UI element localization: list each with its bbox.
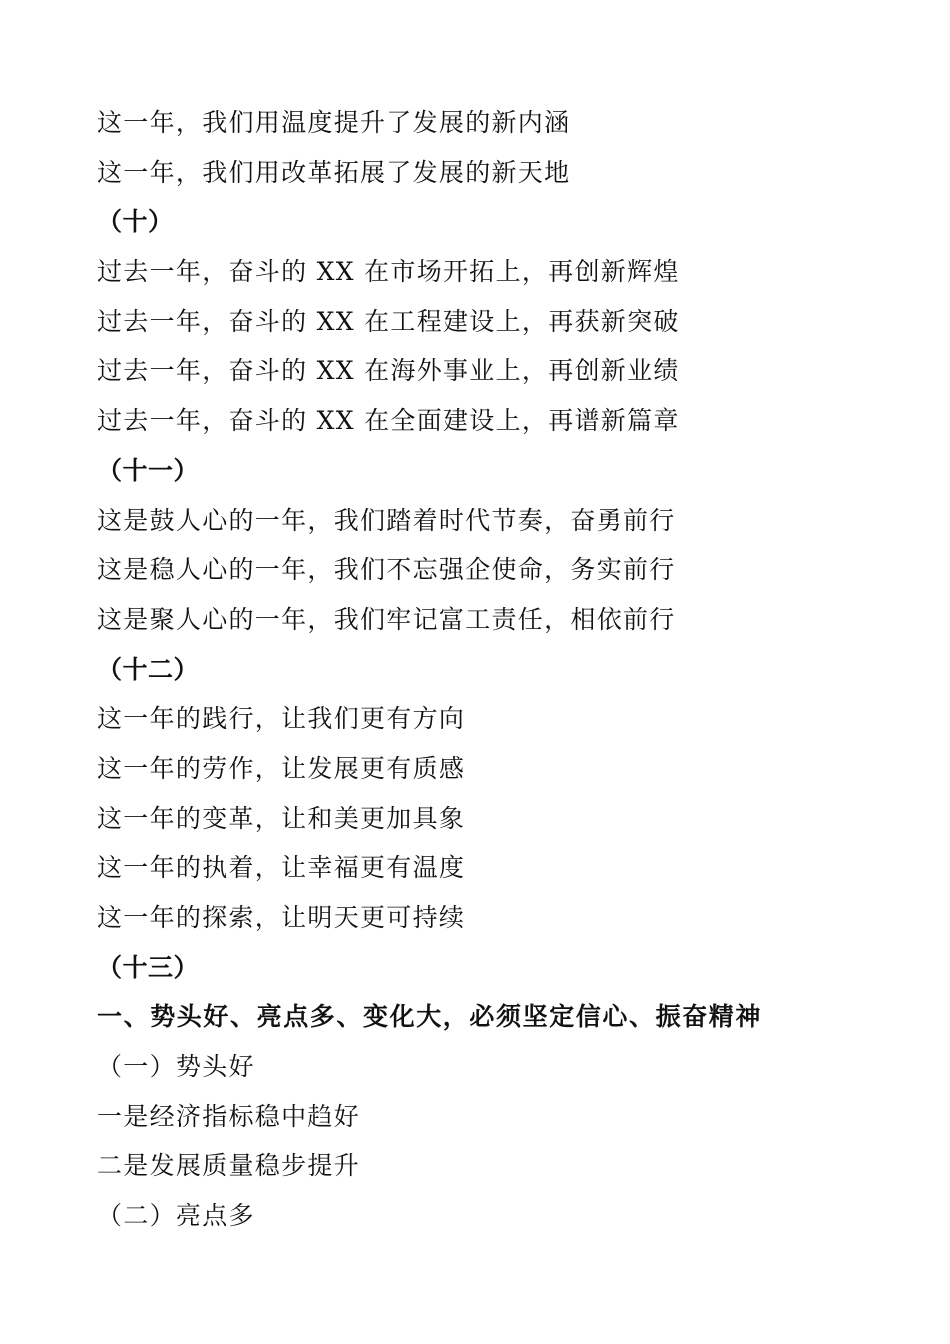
- text-line: 这一年的变革，让和美更加具象: [97, 803, 466, 833]
- text-line: 这是稳人心的一年，我们不忘强企使命，务实前行: [97, 555, 676, 585]
- text-line: 这一年，我们用温度提升了发展的新内涵: [97, 108, 571, 137]
- text-line: 二是发展质量稳步提升: [97, 1151, 361, 1181]
- text-line: 过去一年，奋斗的 XX 在工程建设上，再获新突破: [97, 306, 680, 336]
- section-heading: （十三）: [97, 952, 200, 982]
- text-line: 这一年，我们用改革拓展了发展的新天地: [97, 157, 571, 187]
- text-line: 过去一年，奋斗的 XX 在市场开拓上，再创新辉煌: [97, 257, 680, 287]
- text-line: 这一年的探索，让明天更可持续: [97, 903, 466, 932]
- subsection-heading: （二）亮点多: [97, 1201, 255, 1231]
- document-body: [97, 98, 877, 1241]
- text-line: 这一年的执着，让幸福更有温度: [97, 853, 466, 883]
- text-line: 过去一年，奋斗的 XX 在全面建设上，再谱新篇章: [97, 406, 680, 436]
- text-line: 这是鼓人心的一年，我们踏着时代节奏，奋勇前行: [97, 505, 676, 535]
- subsection-heading: （一）势头好: [97, 1052, 255, 1082]
- text-line: 一是经济指标稳中趋好: [97, 1101, 361, 1131]
- section-heading: （十一）: [97, 455, 200, 485]
- section-heading: （十）: [97, 207, 174, 237]
- text-line: 这是聚人心的一年，我们牢记富工责任，相依前行: [97, 604, 676, 634]
- text-line: 这一年的劳作，让发展更有质感: [97, 753, 466, 783]
- section-heading: （十二）: [97, 654, 200, 684]
- text-line: 这一年的践行，让我们更有方向: [97, 704, 466, 734]
- text-line: 过去一年，奋斗的 XX 在海外事业上，再创新业绩: [97, 356, 680, 386]
- part-title: 一、势头好、亮点多、变化大，必须坚定信心、振奋精神: [97, 1002, 763, 1032]
